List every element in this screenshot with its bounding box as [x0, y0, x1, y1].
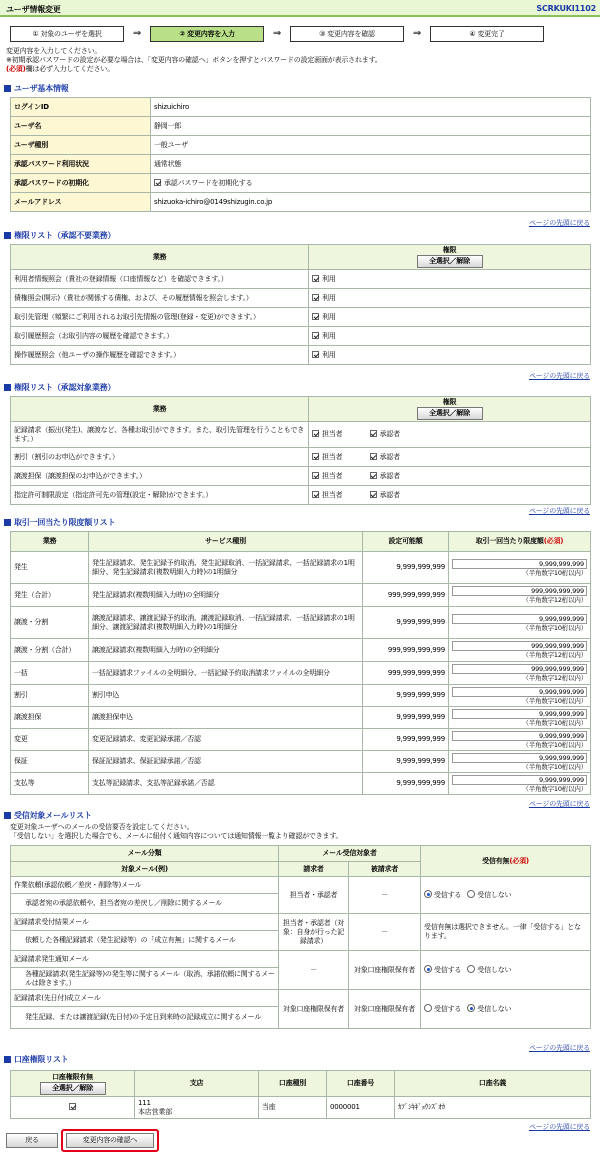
- step-1: ① 対象のユーザを選択: [10, 26, 124, 42]
- mail-desc-line: 変更対象ユーザへのメールの受信要否を設定してください。: [10, 823, 194, 831]
- instruction-line: ※初期承認パスワードの設定が必要な場合は、「変更内容の確認へ」ボタンを押すとパスワードの設定画面が表示されます。: [6, 56, 382, 64]
- perm-task: 指定許可制限設定（指定許可先の管理(設定・解除)ができます。）: [11, 486, 309, 505]
- page-top-link[interactable]: ページの先頭に戻る: [528, 1123, 590, 1131]
- instruction-line: 欄は必ず入力してください。: [25, 65, 115, 73]
- col-mail-type: メール分類: [11, 846, 279, 862]
- col-permission: 権限: [442, 398, 457, 406]
- use-checkbox[interactable]: [312, 332, 319, 339]
- col-account-type: 口座種別: [259, 1071, 327, 1097]
- limit-service: 譲渡担保申込: [89, 707, 363, 729]
- account-checkbox[interactable]: [69, 1103, 76, 1110]
- mail-category: 記録請求受付結果メール: [11, 914, 279, 931]
- receive-yes-label: 受信する: [434, 1005, 462, 1013]
- limit-max: 9,999,999,999: [363, 773, 449, 795]
- label-password-reset: 承認パスワードの初期化: [11, 174, 151, 193]
- limit-unit: （半角数字12桁以内）: [522, 596, 587, 604]
- shonin-checkbox[interactable]: [370, 430, 377, 437]
- perm-approval-table: [10, 396, 591, 505]
- limit-max: 9,999,999,999: [363, 729, 449, 751]
- col-task: 業務: [11, 532, 89, 552]
- mail-category: 作業依頼(承認依頼／差戻・削除等)メール: [11, 877, 279, 894]
- receive-yes-radio[interactable]: [424, 1004, 432, 1012]
- limit-input[interactable]: 999,999,999,999: [452, 586, 587, 596]
- use-checkbox[interactable]: [312, 275, 319, 282]
- section-heading-mail: 受信対象メールリスト: [4, 811, 92, 821]
- perm-task: 取引先管理（頻繁にご利用されるお取引先情報の管理(登録・変更)ができます。）: [11, 308, 309, 327]
- mail-requestee: －: [349, 877, 421, 914]
- branch-name: 本店営業部: [138, 1107, 172, 1116]
- limit-max: 999,999,999,999: [363, 662, 449, 685]
- required-mark: (必須): [543, 537, 564, 545]
- col-target-mail: 対象メール(例): [11, 862, 279, 877]
- perm-task: 債権照会(開示)（貴社が関係する債権、および、その履歴情報を照会します。）: [11, 289, 309, 308]
- mail-table: [10, 845, 591, 1029]
- limit-service: 発生記録請求、発生記録予約取消、発生記録取消、一括記録請求、一括記録請求の1明細分、発生記録請求(複数明細入力時)の1明細分: [89, 552, 363, 584]
- perm-task: 利用者情報照会（貴社の登録情報（口座情報など）を確認できます。）: [11, 270, 309, 289]
- limit-service: 割引申込: [89, 685, 363, 707]
- value-password-status: 通常状態: [151, 155, 591, 174]
- page-title: ユーザ情報変更: [6, 5, 61, 14]
- value-user-name: 静岡一郎: [151, 117, 591, 136]
- step-arrow: ⇒: [272, 28, 282, 39]
- limit-max: 999,999,999,999: [363, 584, 449, 607]
- col-task: 業務: [11, 397, 309, 422]
- step-3: ③ 変更内容を確認: [290, 26, 404, 42]
- select-all-button[interactable]: 全選択／解除: [417, 407, 483, 420]
- limit-task: 譲渡・分割: [11, 607, 89, 639]
- label-email: メールアドレス: [11, 193, 151, 212]
- screen-id: SCRKUKI1102: [536, 4, 596, 13]
- limit-unit: （半角数字12桁以内）: [522, 651, 587, 659]
- basic-info-table: [10, 97, 591, 212]
- receive-no-label: 受信しない: [477, 1005, 512, 1013]
- limit-task: 変更: [11, 729, 89, 751]
- limit-unit: （半角数字10桁以内）: [522, 623, 587, 632]
- limit-unit: （半角数字10桁以内）: [522, 762, 587, 771]
- limit-input[interactable]: 9,999,999,999: [452, 559, 587, 569]
- password-reset-label: 承認パスワードを初期化する: [164, 178, 253, 187]
- step-2-active: ② 変更内容を入力: [150, 26, 264, 42]
- tanto-checkbox[interactable]: [312, 491, 319, 498]
- step-4: ④ 変更完了: [430, 26, 544, 42]
- page-top-link[interactable]: ページの先頭に戻る: [528, 372, 590, 380]
- limit-max: 9,999,999,999: [363, 607, 449, 639]
- shonin-label: 承認者: [379, 471, 400, 480]
- col-requester: 請求者: [279, 862, 349, 877]
- limit-unit: （半角数字10桁以内）: [522, 696, 587, 705]
- col-mail-recipients: メール受信対象者: [279, 846, 421, 862]
- mail-example: 各種記録請求(発生記録等)の発生等に関するメール（取消、承諾依頼に関するメールは除きます。）: [11, 968, 279, 990]
- select-all-button[interactable]: 全選択／解除: [40, 1082, 106, 1095]
- section-heading-basic: ユーザ基本情報: [4, 84, 69, 94]
- use-checkbox[interactable]: [312, 313, 319, 320]
- limit-service: 譲渡記録請求(複数明細入力時)の全明細分: [89, 639, 363, 662]
- mail-requester: 対象口座権限保有者: [279, 990, 349, 1029]
- tanto-label: 担当者: [322, 452, 343, 461]
- receive-yes-label: 受信する: [434, 891, 462, 899]
- limit-input[interactable]: 9,999,999,999: [452, 614, 587, 624]
- mail-category: 記録請求発生通知メール: [11, 951, 279, 968]
- limit-unit: （半角数字10桁以内）: [522, 740, 587, 749]
- limit-input[interactable]: 999,999,999,999: [452, 641, 587, 651]
- mail-category: 記録請求(先日付)成立メール: [11, 990, 279, 1007]
- limit-input[interactable]: 9,999,999,999: [452, 731, 587, 741]
- mail-example: 承認者宛の承認依頼や、担当者宛の差戻し／削除に関するメール: [11, 894, 279, 914]
- limit-service: 変更記録請求、変更記録承諾／否認: [89, 729, 363, 751]
- page-top-link[interactable]: ページの先頭に戻る: [528, 219, 590, 227]
- mail-requester: 担当者・承認者: [279, 877, 349, 914]
- tanto-checkbox[interactable]: [312, 453, 319, 460]
- use-checkbox[interactable]: [312, 351, 319, 358]
- limit-task: 一括: [11, 662, 89, 685]
- value-user-type: 一般ユーザ: [151, 136, 591, 155]
- label-user-type: ユーザ種別: [11, 136, 151, 155]
- title-bar: [0, 0, 600, 17]
- col-permission: 権限: [442, 246, 457, 254]
- receive-fixed-note: 受信有無は選択できません。一律「受信する」となります。: [421, 914, 591, 951]
- shonin-checkbox[interactable]: [370, 472, 377, 479]
- col-limit: 取引一回当たり限度額: [475, 537, 544, 545]
- label-login-id: ログインID: [11, 98, 151, 117]
- limit-input[interactable]: 9,999,999,999: [452, 775, 587, 785]
- limit-task: 発生（合計）: [11, 584, 89, 607]
- shonin-label: 承認者: [379, 452, 400, 461]
- tanto-checkbox[interactable]: [312, 430, 319, 437]
- limit-task: 譲渡・分割（合計）: [11, 639, 89, 662]
- tanto-checkbox[interactable]: [312, 472, 319, 479]
- accounts-table: [10, 1070, 591, 1119]
- receive-no-label: 受信しない: [477, 966, 512, 974]
- receive-no-radio[interactable]: [467, 890, 475, 898]
- limit-unit: （半角数字10桁以内）: [522, 718, 587, 727]
- branch-code: 111: [138, 1098, 151, 1107]
- col-account-no: 口座番号: [327, 1071, 395, 1097]
- required-mark: (必須): [6, 65, 26, 73]
- col-account-permission: 口座権限有無: [52, 1072, 93, 1081]
- mail-requester: 担当者・承認者（対象：自身が行った記録請求）: [279, 914, 349, 951]
- receive-no-radio[interactable]: [467, 1004, 475, 1012]
- limit-service: 譲渡記録請求、譲渡記録予約取消、譲渡記録取消、一括記録請求、一括記録請求の1明細分、譲渡記録請求(複数明細入力時)の1明細分: [89, 607, 363, 639]
- col-account-name: 口座名義: [395, 1071, 591, 1097]
- section-heading-perm-approval: 権限リスト（承認対象業務）: [4, 383, 115, 393]
- account-no: 0000001: [327, 1097, 395, 1119]
- mail-requestee: 対象口座権限保有者: [349, 951, 421, 990]
- use-label: 利用: [322, 274, 336, 283]
- back-button[interactable]: 戻る: [6, 1133, 58, 1148]
- perm-task: 割引（割引のお申込ができます。）: [11, 448, 309, 467]
- page-top-link[interactable]: ページの先頭に戻る: [528, 507, 590, 515]
- limit-max: 999,999,999,999: [363, 639, 449, 662]
- use-label: 利用: [322, 312, 336, 321]
- limits-table: [10, 531, 591, 795]
- mail-example: 依頼した各種記録請求（発生記録等）の「成立有無」に関するメール: [11, 931, 279, 951]
- shonin-checkbox[interactable]: [370, 491, 377, 498]
- limit-service: 支払等記録請求、支払等記録承諾／否認: [89, 773, 363, 795]
- col-requestee: 被請求者: [349, 862, 421, 877]
- mail-requestee: 対象口座権限保有者: [349, 990, 421, 1029]
- limit-max: 9,999,999,999: [363, 751, 449, 773]
- col-branch: 支店: [135, 1071, 259, 1097]
- shonin-checkbox[interactable]: [370, 453, 377, 460]
- mail-desc-line: 「受信しない」を選択した場合でも、メールに紐付く通知内容については通知情報一覧より確認ができます。: [10, 832, 343, 840]
- col-task: 業務: [11, 245, 309, 270]
- receive-yes-radio[interactable]: [424, 890, 432, 898]
- limit-task: 支払等: [11, 773, 89, 795]
- limit-input[interactable]: 9,999,999,999: [452, 709, 587, 719]
- limit-unit: （半角数字12桁以内）: [522, 674, 587, 682]
- instructions: [6, 47, 382, 74]
- col-receive: 受信有無: [482, 856, 510, 865]
- limit-input[interactable]: 9,999,999,999: [452, 687, 587, 697]
- label-password-status: 承認パスワード利用状況: [11, 155, 151, 174]
- password-reset-checkbox[interactable]: [154, 179, 161, 186]
- tanto-label: 担当者: [322, 471, 343, 480]
- label-user-name: ユーザ名: [11, 117, 151, 136]
- perm-task: 操作履歴照会（他ユーザの操作履歴を確認できます。）: [11, 346, 309, 365]
- limit-unit: （半角数字10桁以内）: [522, 784, 587, 793]
- limit-task: 割引: [11, 685, 89, 707]
- section-heading-limits: 取引一回当たり限度額リスト: [4, 518, 115, 528]
- mail-requester: －: [279, 951, 349, 990]
- select-all-button[interactable]: 全選択／解除: [417, 255, 483, 268]
- col-service: サービス種別: [89, 532, 363, 552]
- page-top-link[interactable]: ページの先頭に戻る: [528, 800, 590, 808]
- limit-service: 発生記録請求(複数明細入力時)の全明細分: [89, 584, 363, 607]
- use-label: 利用: [322, 293, 336, 302]
- limit-unit: （半角数字10桁以内）: [522, 568, 587, 577]
- value-email: shizuoka-ichiro@0149shizugin.co.jp: [151, 193, 591, 212]
- limit-service: 保証記録請求、保証記録承諾／否認: [89, 751, 363, 773]
- page-top-link[interactable]: ページの先頭に戻る: [528, 1044, 590, 1052]
- confirm-changes-button[interactable]: 変更内容の確認へ: [66, 1133, 154, 1148]
- account-name: ｶﾌﾞｼｷｷﾞｮｳｼｽﾞｵｶ: [395, 1097, 591, 1119]
- value-login-id: shizuichiro: [151, 98, 591, 117]
- shonin-label: 承認者: [379, 430, 400, 438]
- instruction-line: 変更内容を入力してください。: [6, 47, 102, 55]
- limit-max: 9,999,999,999: [363, 552, 449, 584]
- use-label: 利用: [322, 331, 336, 340]
- receive-no-label: 受信しない: [477, 891, 512, 899]
- receive-no-radio[interactable]: [467, 965, 475, 973]
- shonin-label: 承認者: [379, 490, 400, 499]
- perm-noapproval-table: [10, 244, 591, 365]
- mail-example: 発生記録、または譲渡記録(先日付)の予定日到来時の記録成立に関するメール: [11, 1007, 279, 1029]
- limit-max: 9,999,999,999: [363, 707, 449, 729]
- limit-task: 保証: [11, 751, 89, 773]
- limit-input[interactable]: 9,999,999,999: [452, 753, 587, 763]
- col-max: 設定可能額: [363, 532, 449, 552]
- section-heading-perm-noapproval: 権限リスト（承認不要業務）: [4, 231, 115, 241]
- step-arrow: ⇒: [132, 28, 142, 39]
- limit-service: 一括記録請求ファイルの全明細分、一括記録予約取消請求ファイルの全明細分: [89, 662, 363, 685]
- mail-description: [10, 823, 342, 841]
- limit-task: 発生: [11, 552, 89, 584]
- limit-task: 譲渡担保: [11, 707, 89, 729]
- tanto-label: 担当者: [322, 430, 343, 438]
- use-checkbox[interactable]: [312, 294, 319, 301]
- account-type: 当座: [259, 1097, 327, 1119]
- step-arrow: ⇒: [412, 28, 422, 39]
- limit-max: 9,999,999,999: [363, 685, 449, 707]
- perm-task: 取引履歴照会（お取引内容の履歴を確認できます。）: [11, 327, 309, 346]
- limit-input[interactable]: 999,999,999,999: [452, 664, 587, 674]
- receive-yes-radio[interactable]: [424, 965, 432, 973]
- use-label: 利用: [322, 350, 336, 359]
- section-heading-accounts: 口座権限リスト: [4, 1055, 68, 1065]
- required-mark: (必須): [509, 856, 529, 865]
- perm-task: 記録請求（振出(発生)、譲渡など、各種お取引ができます。また、取引先管理を行うこともできます。）: [11, 422, 309, 448]
- tanto-label: 担当者: [322, 490, 343, 499]
- perm-task: 譲渡担保（譲渡担保のお申込ができます。）: [11, 467, 309, 486]
- receive-yes-label: 受信する: [434, 966, 462, 974]
- mail-requestee: －: [349, 914, 421, 951]
